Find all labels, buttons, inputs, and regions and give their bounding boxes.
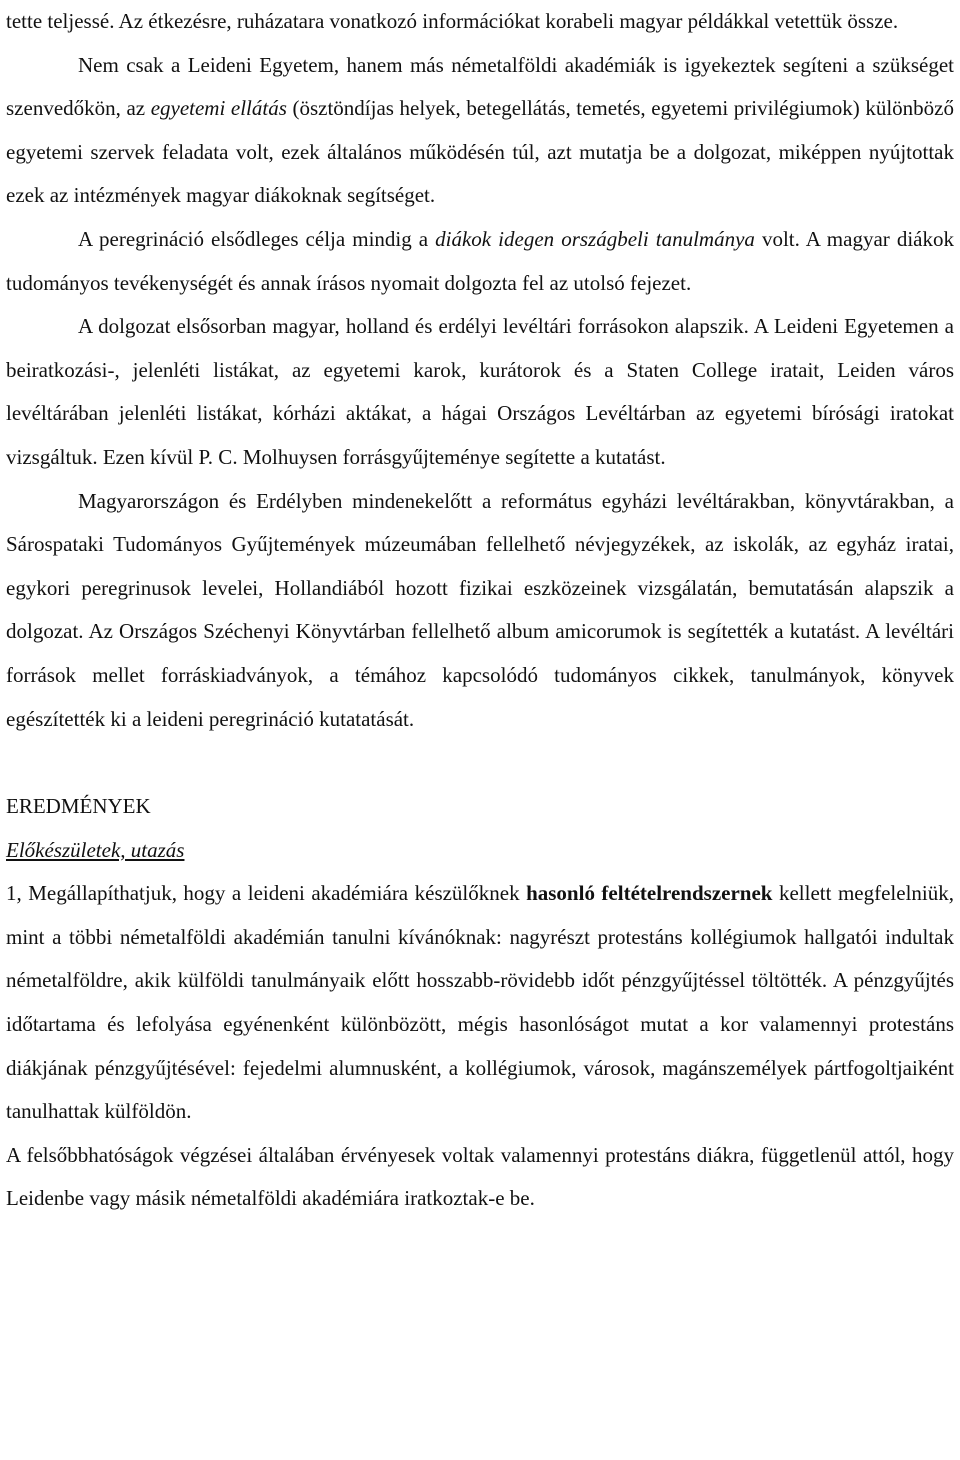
result-2-text: A felsőbbhatóságok végzései általában érvényesek voltak valamennyi protestáns diákra, függetlenül attól, hogy Leidenbe vagy másik németalföldi akadémiára iratkoztak-e be. <box>6 1142 954 1211</box>
paragraph-5 <box>6 480 954 742</box>
section-spacer <box>6 741 954 785</box>
paragraph-2-text-b: (ösztöndíjas helyek, betegellátás, temetés, egyetemi privilégiumok) különböző egyetemi szervek feladata volt, ezek általános működésén túl, azt mutatja be a dolgozat, miképpen nyújtottak ezek az intézmények magyar diákoknak segítséget. <box>6 96 954 208</box>
result-1-text-a: 1, Megállapíthatjuk, hogy a leideni akadémiára készülőknek <box>6 881 527 906</box>
paragraph-3-text-b: volt. A magyar diákok tudományos tevékenységét és annak írásos nyomait dolgozta fel az utolsó fejezet. <box>6 226 954 295</box>
result-paragraph-1 <box>6 872 954 1134</box>
result-1-text-b: kellett megfelelniük, mint a többi németalföldi akadémián tanulni kívánóknak: nagyrészt protestáns kollégiumok hallgatói indultak németalföldre, akik külföldi tanulmányaik előtt hosszabb-rövidebb időt pénzgyűjtéssel töltötték. A pénzgyűjtés időtartama és lefolyása egyénenként különbözött, mégis hasonlóságot mutat a kor valamennyi protestáns diákjának pénzgyűjtésével: fejedelmi alumnusként, a kollégiumok, városok, magánszemélyek pártfogoltjaiként tanulhattak külföldön. <box>6 881 954 1124</box>
result-paragraph-2 <box>6 1134 954 1221</box>
section-heading: EREDMÉNYEK <box>6 794 151 819</box>
paragraph-4 <box>6 305 954 479</box>
paragraph-4-text: A dolgozat elsősorban magyar, holland és erdélyi levéltári forrásokon alapszik. A Leideni Egyetemen a beiratkozási-, jelenléti listákat, az egyetemi karok, kurátorok és a Staten College iratait, Leiden város levéltárában jelenléti listákat, kórházi aktákat, a hágai Országos Levéltárban az egyetemi bírósági iratokat vizsgáltuk. Ezen kívül P. C. Molhuysen forrásgyűjteménye segítette a kutatást. <box>6 314 954 469</box>
paragraph-2 <box>6 44 954 218</box>
paragraph-2-text-a: Nem csak a Leideni Egyetem, hanem más németalföldi akadémiák is igyekeztek segíteni a szükséget szenvedőkön, az <box>6 52 954 121</box>
paragraph-1-text: tette teljessé. Az étkezésre, ruházatara vonatkozó információkat korabeli magyar példákkal vetettük össze. <box>6 9 899 33</box>
paragraph-3-emphasis: diákok idegen országbeli tanulmánya <box>435 226 755 251</box>
paragraph-3 <box>6 218 954 305</box>
paragraph-1 <box>6 0 954 44</box>
result-1-emphasis: hasonló feltételrendszernek <box>526 881 773 906</box>
section-subheading: Előkészületek, utazás <box>6 837 185 862</box>
paragraph-3-text-a: A peregrináció elsődleges célja mindig a <box>78 226 436 251</box>
paragraph-5-text: Magyarországon és Erdélyben mindenekelőtt a református egyházi levéltárakban, könyvtárakban, a Sárospataki Tudományos Gyűjtemények múzeumában fellelhető névjegyzékek, az iskolák, az egyház iratai, egykori peregrinusok levelei, Hollandiából hozott fizikai eszközeinek vizsgálatán, bemutatásán alapszik a dolgozat. Az Országos Széchenyi Könyvtárban fellelhető album amicorumok is segítették a kutatást. A levéltári források mellet forráskiadványok, a témához kapcsolódó tudományos cikkek, tanulmányok, könyvek egészítették ki a leideni peregrináció kutatatását. <box>6 488 954 731</box>
paragraph-2-emphasis: egyetemi ellátás <box>150 96 287 121</box>
document-page <box>6 0 954 1221</box>
